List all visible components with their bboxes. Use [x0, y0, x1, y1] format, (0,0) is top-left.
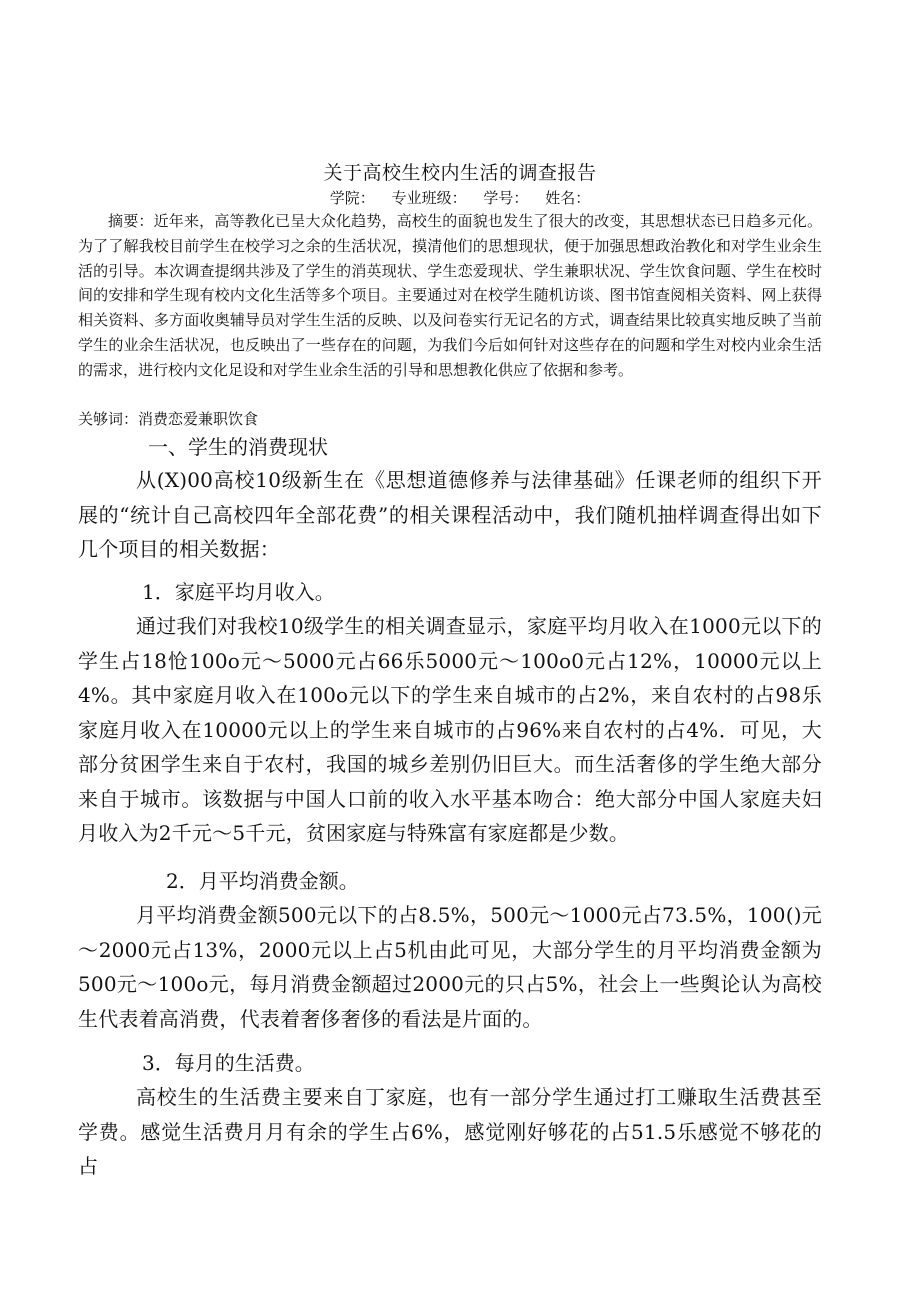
monthly-spending-paragraph: 月平均消费金额500元以下的占8.5%，500元～1000元占73.5%，100()元～2000元占13%，2000元以上占5机由此可见，大部分学生的月平均消费金额为500元～100o元，每月消费金额超过2000元的只占5%，社会上一些舆论认为高校生代表着高消费，代表着奢侈奢侈的看法是片面的。 [78, 903, 822, 1031]
item-heading-family-income: 1．家庭平均月收入。 [142, 580, 335, 604]
section-heading-consumption: 一、学生的消费现状 [148, 435, 328, 459]
class-label: 专业班级： [391, 189, 467, 207]
college-label: 学院： [329, 189, 375, 207]
report-title: 关于高校生校内生活的调查报告 [323, 162, 597, 184]
living-expenses-paragraph: 高校生的生活费主要来自丁家庭，也有一部分学生通过打工赚取生活费甚至学费。感觉生活费月月有余的学生占6%，感觉刚好够花的占51.5乐感觉不够花的占 [78, 1085, 822, 1178]
family-income-paragraph: 通过我们对我校10级学生的相关调查显示，家庭平均月收入在1000元以下的学生占18怆100o元～5000元占66乐5000元～100o0元占12%，10000元以上4%。其中家庭月收入在100o元以下的学生来自城市的占2%，来自农村的占98乐家庭月收入在10000元以上的学生来自城市的占96%来自农村的占4%．可见，大部分贫困学生来自于农村，我国的城乡差别仍旧巨大。而生活奢侈的学生绝大部分来自于城市。该数据与中国人口前的收入水平基本吻合：绝大部分中国人家庭夫妇月收入为2千元～5千元，贫困家庭与特殊富有家庭都是少数。 [78, 614, 822, 845]
item-heading-monthly-spending: 2．月平均消费金额。 [166, 869, 359, 893]
intro-paragraph: 从(X)00高校10级新生在《思想道德修养与法律基础》任课老师的组织下开展的“统计自己高校四年全部花费”的相关课程活动中，我们随机抽样调查得出如下几个项目的相关数据： [78, 468, 822, 561]
keywords-line: 关够词：消费恋爱兼职饮食 [78, 410, 259, 428]
abstract-paragraph: 摘要：近年来，高等教化已呈大众化趋势，高校生的面貌也发生了很大的改变，其思想状态已日趋多元化。为了了解我校目前学生在校学习之余的生活状况，摸清他们的思想现状，便于加强思想政治教化和对学生业余生活的引导。本次调查提纲共涉及了学生的消英现状、学生恋爱现状、学生兼职状况、学生饮食问题、学生在校时间的安排和学生现有校内文化生活等多个项目。主要通过对在校学生随机访谈、图书馆查阅相关资料、网上获得相关资料、多方面收奥辅导员对学生生活的反映、以及问卷实行无记名的方式，调查结果比较真实地反映了当前学生的业余生活状况，也反映出了一些存在的问题，为我们今后如何针对这些存在的问题和学生对校内业余生活的需求，进行校内文化足设和对学生业余生活的引导和思想教化供应了依据和参考。 [78, 212, 822, 379]
item-heading-living-expenses: 3．每月的生活费。 [142, 1051, 315, 1075]
student-id-label: 学号： [483, 189, 529, 207]
author-info-line [80, 187, 840, 209]
name-label: 姓名： [545, 189, 591, 207]
